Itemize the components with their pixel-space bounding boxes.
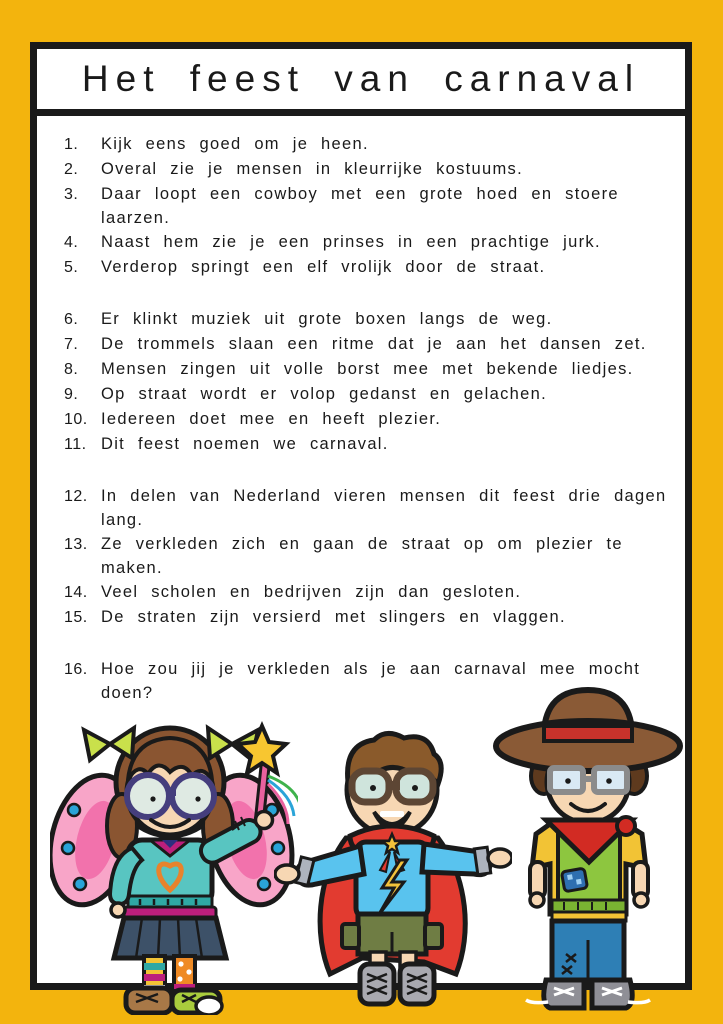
list-item [64,182,669,230]
list-item-number: 2. [64,161,79,178]
list-item-text: Op straat wordt er volop gedanst en gelachen. [101,385,547,403]
list-item-number: 12. [64,488,88,505]
list-item [64,382,669,407]
list-item [64,132,669,157]
list-item-text: Naast hem zie je een prinses in een prachtige jurk. [101,233,601,251]
list-item-text: In delen van Nederland vieren mensen dit feest drie dagen lang. [101,487,667,529]
list-item [64,484,669,532]
worksheet-panel [30,42,692,990]
list-item-number: 7. [64,336,79,353]
list-item-number: 14. [64,584,88,601]
list-item [64,432,669,457]
list-item-number: 4. [64,234,79,251]
list-item-number: 16. [64,661,88,678]
fairy-sneaker-right [172,990,222,1015]
list-item-number: 8. [64,361,79,378]
list-item-number: 11. [64,436,87,453]
list-item [64,407,669,432]
list-item-text: Daar loopt een cowboy met een grote hoed en stoere laarzen. [101,185,619,227]
list-item-text: Veel scholen en bedrijven zijn dan gesloten. [101,583,522,601]
page-title: Het feest van carnaval [81,58,641,99]
list-item-text: Iedereen doet mee en heeft plezier. [101,410,442,428]
list-item [64,157,669,182]
list-item-number: 15. [64,609,88,626]
list-item-text: Kijk eens goed om je heen. [101,135,369,153]
list-item-text: Overal zie je mensen in kleurrijke kostuums. [101,160,523,178]
list-item-text: Dit feest noemen we carnaval. [101,435,389,453]
list-item-text: Mensen zingen uit volle borst mee met bekende liedjes. [101,360,634,378]
list-item-number: 1. [64,136,79,153]
list-item-number: 13. [64,536,88,553]
list-item [64,230,669,255]
list-item [64,332,669,357]
list-item-text: De trommels slaan een ritme dat je aan het dansen zet. [101,335,647,353]
list-item-text: De straten zijn versierd met slingers en vlaggen. [101,608,566,626]
list-item-number: 6. [64,311,79,328]
title-box [37,49,685,116]
fairy-boot-left [126,988,172,1013]
list-item-text: Ze verkleden zich en gaan de straat op om plezier te maken. [101,535,623,577]
list-item-text: Er klinkt muziek uit grote boxen langs de weg. [101,310,553,328]
list-item [64,657,669,705]
list-item [64,357,669,382]
sentence-list [37,116,685,705]
list-item [64,307,669,332]
list-item [64,532,669,580]
list-item-number: 3. [64,186,79,203]
list-item-number: 5. [64,259,79,276]
list-item-text: Hoe zou jij je verkleden als je aan carnaval mee mocht doen? [101,660,641,702]
list-item [64,580,669,605]
list-item-number: 10. [64,411,88,428]
list-item [64,605,669,630]
list-item-text: Verderop springt een elf vrolijk door de straat. [101,258,546,276]
list-item-number: 9. [64,386,79,403]
list-item [64,255,669,280]
